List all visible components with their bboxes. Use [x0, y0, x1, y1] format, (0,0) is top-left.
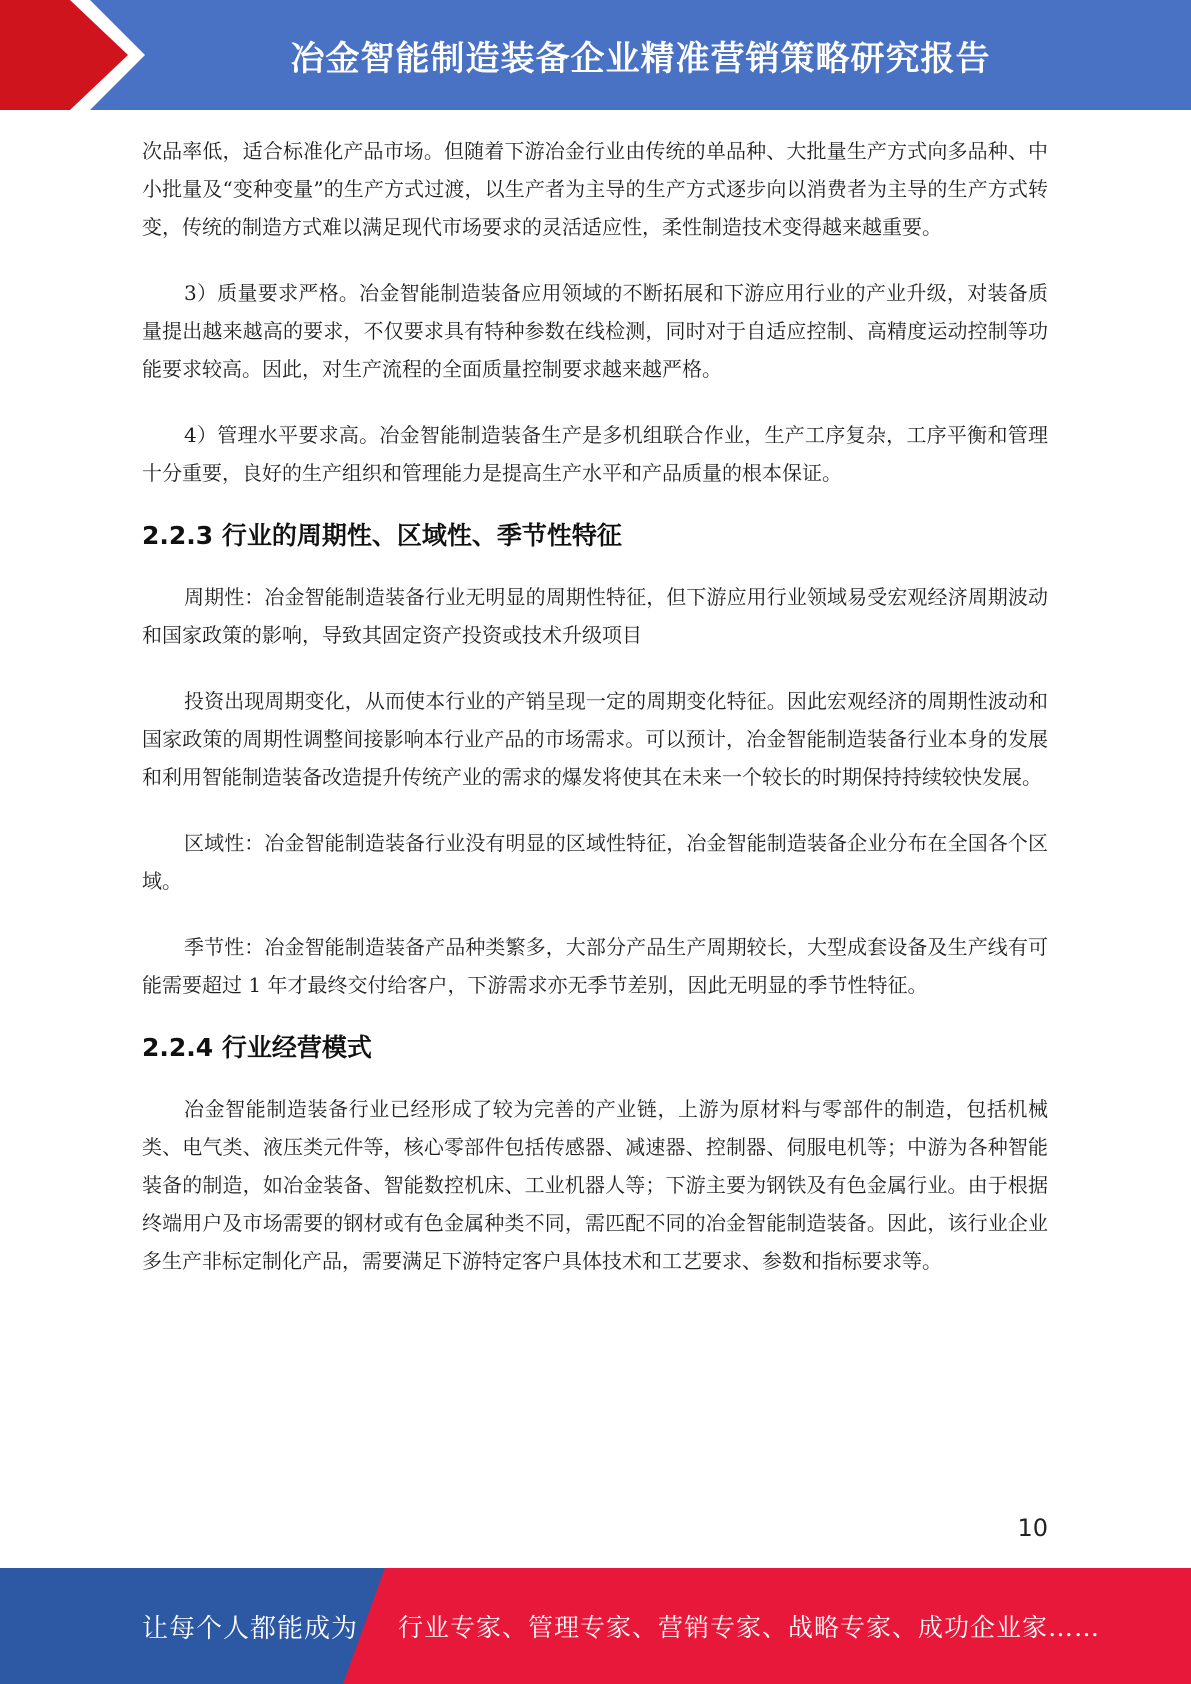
page-header [0, 0, 1191, 110]
header-arrow-decoration [0, 0, 150, 110]
paragraph: 区域性：冶金智能制造装备行业没有明显的区域性特征，冶金智能制造装备企业分布在全国各个区域。 [142, 831, 1048, 893]
section-heading: 2.2.3 行业的周期性、区域性、季节性特征 [142, 521, 622, 550]
paragraph: 投资出现周期变化，从而使本行业的产销呈现一定的周期变化特征。因此宏观经济的周期性波动和国家政策的周期性调整间接影响本行业产品的市场需求。可以预计，冶金智能制造装备行业本身的发展和利用智能制造装备改造提升传统产业的需求的爆发将使其在未来一个较长的时期保持持续较快发展。 [142, 689, 1048, 789]
paragraph: 4）管理水平要求高。冶金智能制造装备生产是多机组联合作业，生产工序复杂，工序平衡和管理十分重要，良好的生产组织和管理能力是提高生产水平和产品质量的根本保证。 [142, 423, 1048, 485]
footer-slogan-right: 行业专家、管理专家、营销专家、战略专家、成功企业家…… [398, 1613, 1101, 1642]
paragraph: 次品率低，适合标准化产品市场。但随着下游冶金行业由传统的单品种、大批量生产方式向多品种、中小批量及“变种变量”的生产方式过渡，以生产者为主导的生产方式逐步向以消费者为主导的生产方式转变，传统的制造方式难以满足现代市场要求的灵活适应性，柔性制造技术变得越来越重要。 [142, 139, 1048, 239]
footer-slogan-left: 让每个人都能成为 [142, 1613, 359, 1644]
document-body [142, 132, 1048, 1280]
page-number: 10 [1017, 1514, 1048, 1542]
paragraph: 3）质量要求严格。冶金智能制造装备应用领域的不断拓展和下游应用行业的产业升级，对装备质量提出越来越高的要求，不仅要求具有特种参数在线检测，同时对于自适应控制、高精度运动控制等功能要求较高。因此，对生产流程的全面质量控制要求越来越严格。 [142, 281, 1048, 381]
page-footer [0, 1568, 1191, 1684]
paragraph: 周期性：冶金智能制造装备行业无明显的周期性特征，但下游应用行业领域易受宏观经济周期波动和国家政策的影响，导致其固定资产投资或技术升级项目 [142, 585, 1048, 647]
section-heading: 2.2.4 行业经营模式 [142, 1033, 372, 1062]
paragraph: 季节性：冶金智能制造装备产品种类繁多，大部分产品生产周期较长，大型成套设备及生产线有可能需要超过 1 年才最终交付给客户，下游需求亦无季节差别，因此无明显的季节性特征。 [142, 935, 1048, 997]
report-title: 冶金智能制造装备企业精准营销策略研究报告 [290, 38, 991, 79]
paragraph: 冶金智能制造装备行业已经形成了较为完善的产业链，上游为原材料与零部件的制造，包括机械类、电气类、液压类元件等，核心零部件包括传感器、减速器、控制器、伺服电机等；中游为各种智能装备的制造，如冶金装备、智能数控机床、工业机器人等；下游主要为钢铁及有色金属行业。由于根据终端用户及市场需要的钢材或有色金属种类不同，需匹配不同的冶金智能制造装备。因此，该行业企业多生产非标定制化产品，需要满足下游特定客户具体技术和工艺要求、参数和指标要求等。 [142, 1097, 1048, 1273]
